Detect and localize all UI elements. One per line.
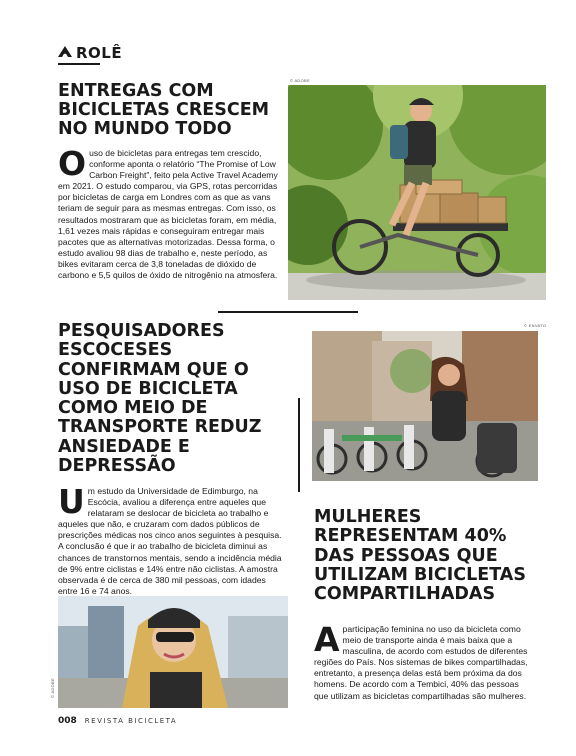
article2-dropcap: U bbox=[58, 482, 85, 521]
vertical-divider bbox=[298, 398, 300, 492]
article3-dropcap: A bbox=[314, 620, 340, 659]
bicycle-logo-icon bbox=[58, 44, 72, 62]
article1-body bbox=[58, 144, 284, 281]
page-number: 008 bbox=[58, 716, 77, 726]
article2-title: PESQUISADORES ESCOCESES CONFIRMAM QUE O USO DE BICICLETA COMO MEIO DE TRANSPORTE REDUZ ANSIEDADE E DEPRESSÃO bbox=[58, 321, 262, 477]
section-underline bbox=[58, 63, 100, 65]
article3-title: MULHERES REPRESENTAM 40% DAS PESSOAS QUE UTILIZAM BICICLETAS COMPARTILHADAS bbox=[314, 507, 526, 605]
horizontal-divider bbox=[218, 311, 358, 313]
section-label: ROLÊ bbox=[76, 44, 123, 62]
cargo-bike-photo bbox=[288, 85, 546, 300]
article2-body bbox=[58, 482, 286, 597]
article2-text: m estudo da Universidade de Edimburgo, na Escócia, avaliou a diferença entre aqueles que relataram se deslocar de bicicleta ao trabalho e aqueles que não, e cruzaram com dados públicos de prescrições médicas nos cinco anos seguintes à pesquisa. A conclusão é que ir ao trabalho de bicicleta diminui as chances de transtornos mentais, sendo a incidência média de 9% entre ciclistas e 14% entre não ciclistas. A amostra observada é de cerca de 380 mil pessoas, com idades entre 16 e 74 anos. bbox=[58, 486, 282, 596]
photo3-credit: © ADOBE bbox=[50, 678, 55, 698]
photo2-credit: © ENVATO bbox=[524, 323, 547, 328]
article1-text: uso de bicicletas para entregas tem crescido, conforme aponta o relatório “The Promise of Low Carbon Freight”, feito pela Active Travel Academy em 2021. O estudo comparou, via GPS, rotas percorridas por bicicletas de carga em Londres com as que as vans teriam de seguir para as mesmas entregas. Com isso, os resultados mostraram que as bicicletas foram, em média, 1,61 vezes mais rápidas e conseguiram entregar mais pacotes que as alternativas motorizadas. Dessa forma, o estudo avaliou 98 dias de trabalho e, neste período, as bikes evitaram cerca de 3,8 toneladas de dióxido de carbono e 5,5 quilos de óxido de nitrogênio na atmosfera. bbox=[58, 148, 278, 281]
page-footer bbox=[58, 716, 177, 726]
section-header bbox=[58, 44, 122, 62]
article1-dropcap: O bbox=[58, 144, 87, 183]
cyclist-woman-photo bbox=[58, 596, 288, 708]
photo1-credit: © ADOBE bbox=[290, 78, 310, 83]
magazine-name: REVISTA BICICLETA bbox=[84, 717, 178, 725]
article3-text: participação feminina no uso da bicicleta como meio de transporte ainda é mais baixa que a masculina, de acordo com estudos de diferentes regiões do País. Nos sistemas de bikes compartilhadas, entretanto, a presença delas está bem próxima da dos homens. De acordo com a Tembici, 40% das pessoas que utilizam as bicicletas compartilhadas são mulheres. bbox=[314, 624, 528, 701]
shared-bikes-photo bbox=[312, 331, 538, 481]
article3-body bbox=[314, 620, 532, 702]
article1-title: ENTREGAS COM BICICLETAS CRESCEM NO MUNDO TODO bbox=[58, 81, 270, 139]
